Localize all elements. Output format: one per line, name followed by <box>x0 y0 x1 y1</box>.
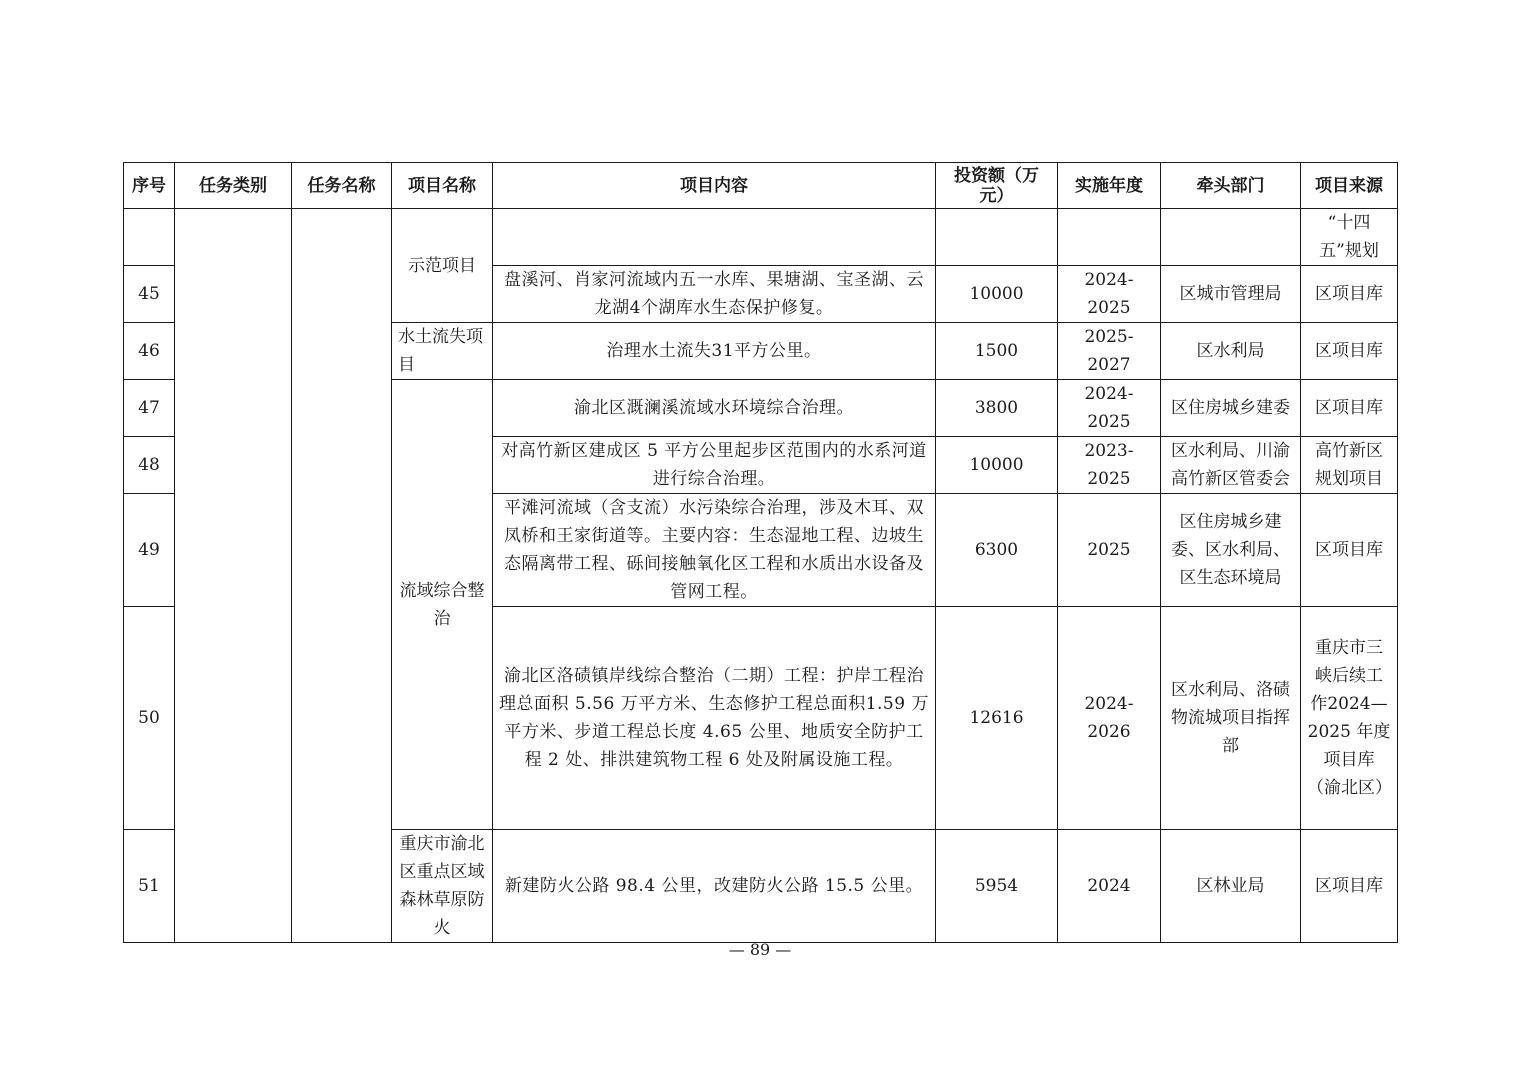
header-seq: 序号 <box>124 163 175 209</box>
cell-seq <box>124 209 175 266</box>
header-project-content: 项目内容 <box>493 163 936 209</box>
cell-years: 2024 <box>1058 830 1161 943</box>
header-dept: 牵头部门 <box>1161 163 1301 209</box>
cell-source: “十四五”规划 <box>1301 209 1398 266</box>
cell-seq: 49 <box>124 494 175 607</box>
cell-source: 区项目库 <box>1301 380 1398 437</box>
project-table <box>123 162 1398 943</box>
cell-years: 2024-2025 <box>1058 380 1161 437</box>
cell-amount: 6300 <box>936 494 1058 607</box>
cell-dept: 区城市管理局 <box>1161 266 1301 323</box>
cell-content: 平滩河流域（含支流）水污染综合治理，涉及木耳、双凤桥和王家街道等。主要内容：生态湿地工程、边坡生态隔离带工程、砾间接触氧化区工程和水质出水设备及管网工程。 <box>493 494 936 607</box>
header-project-name: 项目名称 <box>392 163 493 209</box>
cell-years: 2024-2025 <box>1058 266 1161 323</box>
cell-seq: 48 <box>124 437 175 494</box>
cell-years: 2024-2026 <box>1058 607 1161 830</box>
cell-project-name: 示范项目 <box>392 209 493 323</box>
page-number: — 89 — <box>728 940 792 959</box>
cell-amount: 1500 <box>936 323 1058 380</box>
header-task-category: 任务类别 <box>175 163 292 209</box>
cell-content: 盘溪河、肖家河流域内五一水库、果塘湖、宝圣湖、云龙湖4个湖库水生态保护修复。 <box>493 266 936 323</box>
cell-dept <box>1161 209 1301 266</box>
cell-project-name: 水土流失项目 <box>392 323 493 380</box>
cell-years: 2025 <box>1058 494 1161 607</box>
header-source: 项目来源 <box>1301 163 1398 209</box>
cell-project-name: 重庆市渝北区重点区域森林草原防火 <box>392 830 493 943</box>
cell-seq: 50 <box>124 607 175 830</box>
cell-dept: 区住房城乡建委、区水利局、区生态环境局 <box>1161 494 1301 607</box>
cell-years: 2023-2025 <box>1058 437 1161 494</box>
table-row <box>124 209 1398 266</box>
cell-content <box>493 209 936 266</box>
cell-dept: 区水利局、洛碛物流城项目指挥部 <box>1161 607 1301 830</box>
cell-amount: 5954 <box>936 830 1058 943</box>
cell-years: 2025-2027 <box>1058 323 1161 380</box>
cell-seq: 51 <box>124 830 175 943</box>
cell-source: 区项目库 <box>1301 266 1398 323</box>
cell-dept: 区住房城乡建委 <box>1161 380 1301 437</box>
cell-task-category <box>175 209 292 943</box>
cell-content: 对高竹新区建成区 5 平方公里起步区范围内的水系河道进行综合治理。 <box>493 437 936 494</box>
cell-content: 治理水土流失31平方公里。 <box>493 323 936 380</box>
cell-dept: 区水利局 <box>1161 323 1301 380</box>
cell-source: 区项目库 <box>1301 830 1398 943</box>
cell-source: 重庆市三峡后续工作2024—2025 年度项目库（渝北区） <box>1301 607 1398 830</box>
cell-amount: 10000 <box>936 266 1058 323</box>
cell-years <box>1058 209 1161 266</box>
cell-source: 区项目库 <box>1301 323 1398 380</box>
header-task-name: 任务名称 <box>292 163 392 209</box>
cell-seq: 46 <box>124 323 175 380</box>
cell-content: 渝北区溉澜溪流域水环境综合治理。 <box>493 380 936 437</box>
header-investment: 投资额（万元） <box>936 163 1058 209</box>
cell-amount: 3800 <box>936 380 1058 437</box>
cell-seq: 47 <box>124 380 175 437</box>
header-row <box>124 163 1398 209</box>
cell-dept: 区水利局、川渝高竹新区管委会 <box>1161 437 1301 494</box>
cell-amount: 12616 <box>936 607 1058 830</box>
cell-task-name <box>292 209 392 943</box>
header-years: 实施年度 <box>1058 163 1161 209</box>
cell-amount <box>936 209 1058 266</box>
cell-project-name: 流域综合整治 <box>392 380 493 830</box>
cell-dept: 区林业局 <box>1161 830 1301 943</box>
cell-source: 高竹新区规划项目 <box>1301 437 1398 494</box>
cell-content: 渝北区洛碛镇岸线综合整治（二期）工程：护岸工程治理总面积 5.56 万平方米、生态修护工程总面积1.59 万平方米、步道工程总长度 4.65 公里、地质安全防护工程 2 处、排洪建筑物工程 6 处及附属设施工程。 <box>493 607 936 830</box>
cell-amount: 10000 <box>936 437 1058 494</box>
cell-content: 新建防火公路 98.4 公里，改建防火公路 15.5 公里。 <box>493 830 936 943</box>
cell-source: 区项目库 <box>1301 494 1398 607</box>
cell-seq: 45 <box>124 266 175 323</box>
